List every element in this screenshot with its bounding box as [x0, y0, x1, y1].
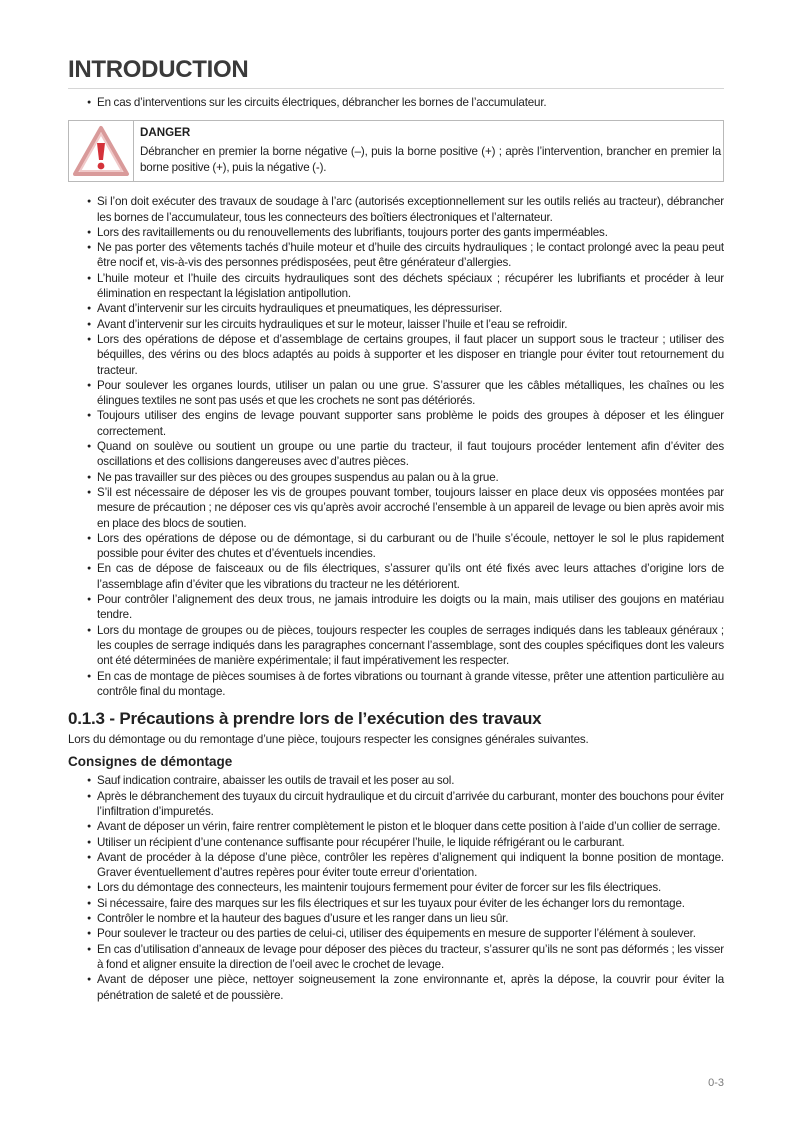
list-item: ● Utiliser un récipient d’une contenance suffisante pour récupérer l’huile, le liquide réfrigérant ou le carburant. — [68, 835, 724, 850]
list-item: ● Ne pas travailler sur des pièces ou des groupes suspendus au palan ou à la grue. — [68, 470, 724, 485]
list-item: ● Sauf indication contraire, abaisser les outils de travail et les poser au sol. — [68, 773, 724, 788]
list-item: ● Pour soulever les organes lourds, utiliser un palan ou une grue. S’assurer que les câbles métalliques, les chaînes ou les élingues textiles ne sont pas usés et que les crochets ne sont pas détériorés. — [68, 378, 724, 409]
list-item: ● Pour contrôler l’alignement des deux trous, ne jamais introduire les doigts ou la main, mais utiliser des goujons en matériau tendre. — [68, 592, 724, 623]
list-item: ● Toujours utiliser des engins de levage pouvant supporter sans problème le poids des groupes à déposer et les élinguer correctement. — [68, 408, 724, 439]
danger-box — [68, 120, 724, 182]
danger-content — [134, 121, 723, 181]
list-item: ● L’huile moteur et l’huile des circuits hydrauliques sont des déchets spéciaux ; récupérer les lubrifiants et procéder à leur élimination en respectant la législation antipollution. — [68, 271, 724, 302]
list-item: ● Pour soulever le tracteur ou des parties de celui-ci, utiliser des équipements en mesure de supporter l’élément à soulever. — [68, 926, 724, 941]
list-item: ● Lors des opérations de dépose ou de démontage, si du carburant ou de l’huile s’écoule, nettoyer le sol le plus rapidement possible pour éviter des chutes et d’éventuels incendies. — [68, 531, 724, 562]
safety-bullet-list — [68, 194, 724, 699]
warning-triangle-icon — [69, 121, 134, 181]
list-item: ● Quand on soulève ou soutient un groupe ou une partie du tracteur, il faut toujours procéder lentement afin d’éviter des oscillations et des collisions dangereuses avec d’autres pièces. — [68, 439, 724, 470]
list-item: ● Après le débranchement des tuyaux du circuit hydraulique et du circuit d’arrivée du carburant, monter des bouchons pour éviter l’infiltration d’impuretés. — [68, 789, 724, 820]
page-number: 0-3 — [708, 1077, 724, 1089]
list-item: ● S’il est nécessaire de déposer les vis de groupes pouvant tomber, toujours laisser en place deux vis opposées montées par mesure de précaution ; ne déposer ces vis qu’après avoir accroché l’ensemble à un appareil de levage ou bien après avoir mis en place des blocs de soutien. — [68, 485, 724, 531]
dismantling-bullet-list — [68, 773, 724, 1002]
subsection-title: Consignes de démontage — [68, 754, 233, 770]
title-divider — [68, 88, 724, 89]
page-title: INTRODUCTION — [68, 56, 249, 83]
list-item: ● En cas d’interventions sur les circuits électriques, débrancher les bornes de l’accumulateur. — [68, 95, 724, 110]
list-item: ● Avant d’intervenir sur les circuits hydrauliques et pneumatiques, les dépressuriser. — [68, 301, 724, 316]
intro-bullet-list — [68, 95, 724, 110]
list-item: ● Si nécessaire, faire des marques sur les fils électriques et sur les tuyaux pour éviter de les échanger lors du remontage. — [68, 896, 724, 911]
danger-title: DANGER — [140, 126, 191, 140]
list-item: ● Avant de déposer une pièce, nettoyer soigneusement la zone environnante et, après la dépose, la couvrir pour éviter la pénétration de saleté et de poussière. — [68, 972, 724, 1003]
list-item: ● Si l’on doit exécuter des travaux de soudage à l’arc (autorisés exceptionnellement sur les outils reliés au tracteur), débrancher les bornes de l’accumulateur, tous les connecteurs des boîtiers électroniques et l’alternateur. — [68, 194, 724, 225]
list-item: ● En cas d’utilisation d’anneaux de levage pour déposer des pièces du tracteur, s’assurer qu’ils ne sont pas déformés ; les visser à fond et aligner ensuite la direction de l’oeil avec le crochet de levage. — [68, 942, 724, 973]
section-intro: Lors du démontage ou du remontage d’une pièce, toujours respecter les consignes générales suivantes. — [68, 733, 589, 747]
list-item: ● Avant d’intervenir sur les circuits hydrauliques et sur le moteur, laisser l’huile et l’eau se refroidir. — [68, 317, 724, 332]
list-item: ● Ne pas porter des vêtements tachés d’huile moteur et d’huile des circuits hydrauliques ; le contact prolongé avec la peau peut être nocif et, vis-à-vis des personnes prédisposées, peut être générateur d’allergies. — [68, 240, 724, 271]
list-item: ● Lors du démontage des connecteurs, les maintenir toujours fermement pour éviter de forcer sur les fils électriques. — [68, 880, 724, 895]
list-item: ● Avant de procéder à la dépose d’une pièce, contrôler les repères d’alignement qui indiquent la bonne position de montage. Graver éventuellement d’autres repères pour éviter toute erreur d’orientation. — [68, 850, 724, 881]
list-item: ● Lors des ravitaillements ou du renouvellements des lubrifiants, toujours porter des gants imperméables. — [68, 225, 724, 240]
section-title: 0.1.3 - Précautions à prendre lors de l’exécution des travaux — [68, 709, 542, 729]
list-item: ● Lors des opérations de dépose et d’assemblage de certains groupes, il faut placer un support sous le tracteur ; utiliser des béquilles, des vérins ou des blocs adaptés au poids à supporter et les disposer en triangle pour éviter tout retournement du tracteur. — [68, 332, 724, 378]
list-item: ● Contrôler le nombre et la hauteur des bagues d’usure et les ranger dans un lieu sûr. — [68, 911, 724, 926]
list-item: ● Avant de déposer un vérin, faire rentrer complètement le piston et le bloquer dans cette position à l’aide d’un collier de serrage. — [68, 819, 724, 834]
danger-text: Débrancher en premier la borne négative (–), puis la borne positive (+) ; après l’intervention, brancher en premier la borne positive (+), puis la négative (-). — [140, 145, 721, 175]
list-item: ● En cas de montage de pièces soumises à de fortes vibrations ou tournant à grande vitesse, prêter une attention particulière au contrôle final du montage. — [68, 669, 724, 700]
list-item: ● En cas de dépose de faisceaux ou de fils électriques, s’assurer qu’ils ont été fixés avec leurs attaches d’origine lors de l’assemblage afin d’éviter que les vibrations du tracteur ne les détériorent. — [68, 561, 724, 592]
list-item: ● Lors du montage de groupes ou de pièces, toujours respecter les couples de serrages indiqués dans les tableaux généraux ; les couples de serrage indiqués dans les paragraphes concernant l’assemblage, sont des couples spécifiques dont les valeurs ont été déterminées de manière expérimentale; il faut impérativement les respecter. — [68, 623, 724, 669]
